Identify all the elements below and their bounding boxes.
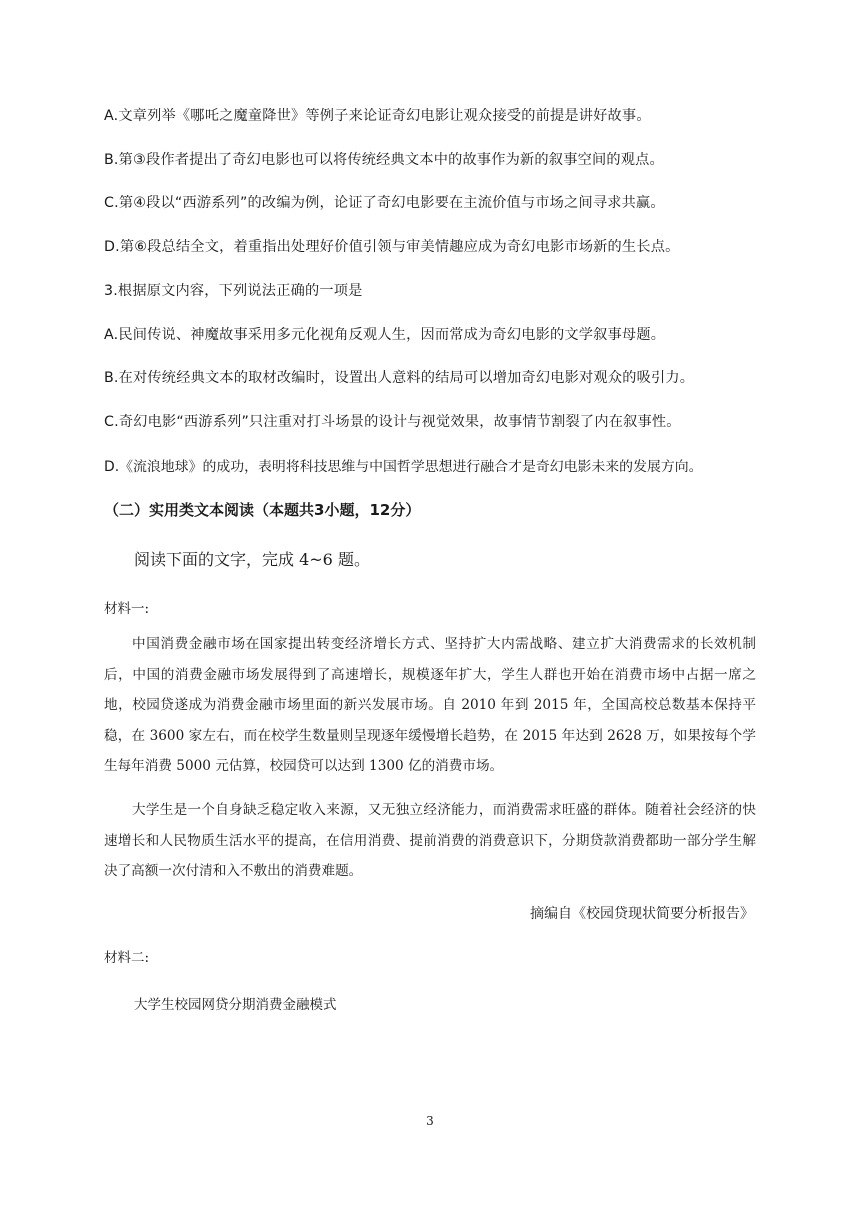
material2-caption: 大学生校园网贷分期消费金融模式: [134, 997, 337, 1013]
q3-option-c: C.奇幻电影“西游系列”只注重对打斗场景的设计与视觉效果，故事情节割裂了内在叙事性。: [104, 414, 681, 430]
instruction: 阅读下面的文字，完成 4~6 题。: [134, 550, 370, 569]
q2-option-b: B.第③段作者提出了奇幻电影也可以将传统经典文本中的故事作为新的叙事空间的观点。: [104, 152, 664, 168]
material1-label: 材料一:: [104, 601, 150, 617]
material1-source: 摘编自《校园贷现状简要分析报告》: [530, 906, 754, 922]
material1-paragraph-1: 中国消费金融市场在国家提出转变经济增长方式、坚持扩大内需战略、建立扩大消费需求的长效机制后，中国的消费金融市场发展得到了高速增长，规模逐年扩大，学生人群也开始在消费市场中占据一席之地，校园贷遂成为消费金融市场里面的新兴发展市场。自 2010 年到 2015 年，全国高校总数基本保持平稳，在 3600 家左右，而在校学生数量则呈现逐年缓慢增长趋势，在 2015 年达到 2628 万，如果按每个学生每年消费 5000 元估算，校园贷可以达到 1300 亿的消费市场。: [104, 636, 756, 774]
material2-label: 材料二:: [104, 950, 150, 966]
q2-option-c: C.第④段以“西游系列”的改编为例，论证了奇幻电影要在主流价值与市场之间寻求共赢。: [104, 195, 665, 211]
q2-option-d: D.第⑥段总结全文，着重指出处理好价值引领与审美情趣应成为奇幻电影市场新的生长点。: [104, 239, 680, 255]
material1-paragraph-2: 大学生是一个自身缺乏稳定收入来源，又无独立经济能力，而消费需求旺盛的群体。随着社会经济的快速增长和人民物质生活水平的提高，在信用消费、提前消费的消费意识下，分期贷款消费都助一部分学生解决了高额一次付清和入不敷出的消费难题。: [104, 802, 756, 879]
q3-option-b: B.在对传统经典文本的取材改编时，设置出人意料的结局可以增加奇幻电影对观众的吸引力。: [104, 370, 695, 386]
page-number: 3: [426, 1114, 434, 1128]
q3-option-a: A.民间传说、神魔故事采用多元化视角反观人生，因而常成为奇幻电影的文学叙事母题。: [104, 327, 666, 343]
q2-option-a: A.文章列举《哪吒之魔童降世》等例子来论证奇幻电影让观众接受的前提是讲好故事。: [104, 108, 651, 124]
section-title: （二）实用类文本阅读（本题共3小题，12分）: [104, 501, 421, 519]
q3-option-d: D.《流浪地球》的成功，表明将科技思维与中国哲学思想进行融合才是奇幻电影未来的发展方向。: [104, 459, 703, 475]
q3-stem: 3.根据原文内容，下列说法正确的一项是: [104, 283, 363, 299]
